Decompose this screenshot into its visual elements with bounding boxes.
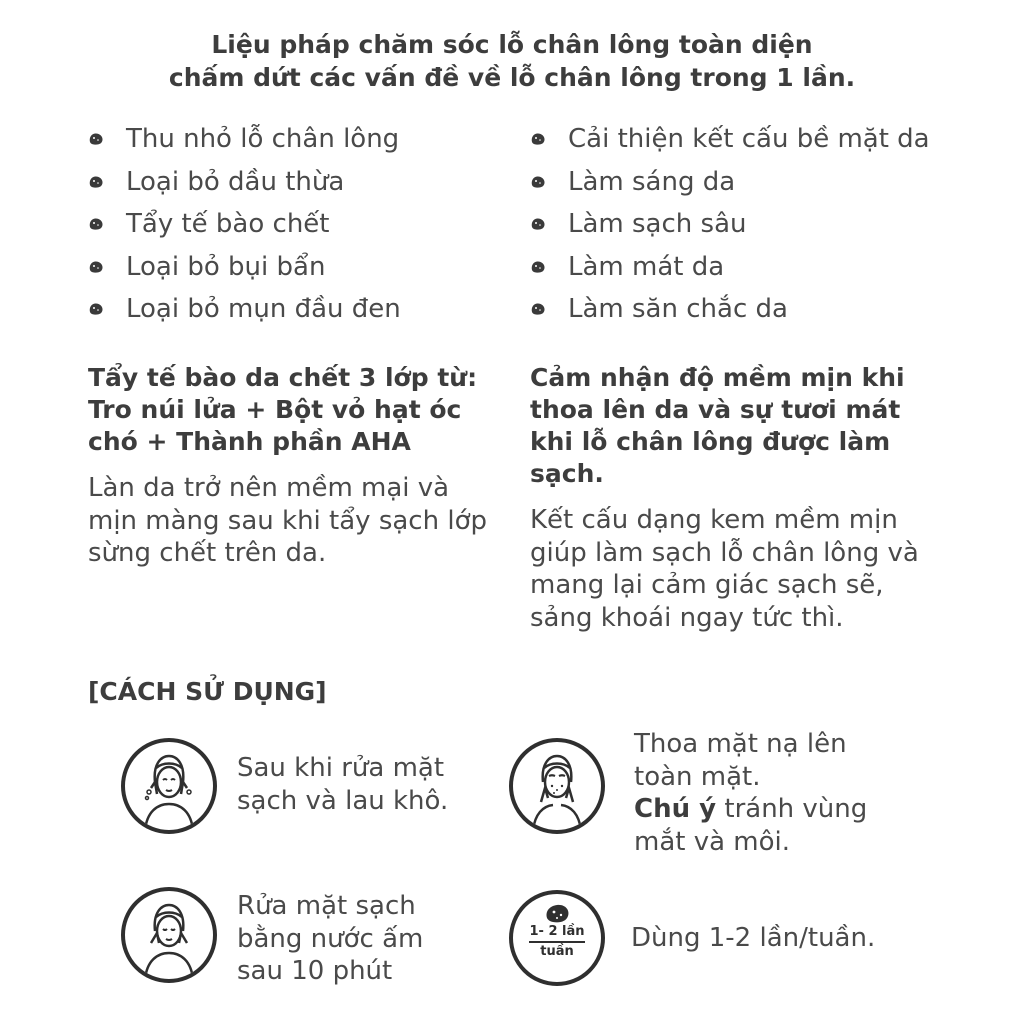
frequency-top: 1- 2 lần xyxy=(529,924,585,939)
blob-bullet-icon xyxy=(530,260,546,274)
feature-title xyxy=(88,362,498,458)
blob-bullet-icon xyxy=(530,132,546,146)
feature-block-texture xyxy=(530,362,940,634)
benefit-item xyxy=(530,161,930,204)
caution-label: Chú ý xyxy=(634,794,717,824)
benefit-label: Làm sạch sâu xyxy=(568,209,747,240)
rinse-face-icon xyxy=(121,887,217,983)
benefit-item xyxy=(530,118,930,161)
feature-desc-line: Làn da trở nên mềm mại và xyxy=(88,473,450,503)
benefit-item xyxy=(530,203,930,246)
blob-bullet-icon xyxy=(530,175,546,189)
benefit-label: Tẩy tế bào chết xyxy=(126,209,330,240)
benefit-label: Loại bỏ bụi bẩn xyxy=(126,251,326,282)
blob-bullet-icon xyxy=(88,217,104,231)
step-1-text xyxy=(237,752,448,817)
benefit-label: Làm mát da xyxy=(568,251,725,282)
feature-desc-line: mang lại cảm giác sạch sẽ, xyxy=(530,570,884,600)
step-line: Rửa mặt sạch xyxy=(237,891,416,921)
apply-mask-icon xyxy=(509,738,605,834)
blob-bullet-icon xyxy=(530,302,546,316)
step-line xyxy=(634,793,867,826)
step-line: toàn mặt. xyxy=(634,761,761,792)
step-3-text xyxy=(237,890,423,988)
feature-title-line: Tẩy tế bào da chết 3 lớp từ: xyxy=(88,363,478,392)
feature-title-line: khi lỗ chân lông được làm xyxy=(530,427,891,456)
feature-title-line: thoa lên da và sự tươi mát xyxy=(530,395,901,424)
benefit-item xyxy=(530,288,930,331)
feature-block-exfoliation xyxy=(88,362,498,570)
benefits-list-right xyxy=(530,118,930,331)
usage-heading: [CÁCH SỬ DỤNG] xyxy=(88,677,327,706)
feature-description xyxy=(530,504,940,634)
benefit-label: Làm sáng da xyxy=(568,166,736,197)
frequency-bottom: tuần xyxy=(540,944,574,959)
blob-bullet-icon xyxy=(88,132,104,146)
feature-title xyxy=(530,362,940,490)
benefit-label: Loại bỏ dầu thừa xyxy=(126,166,345,197)
feature-title-line: Tro núi lửa + Bột vỏ hạt óc xyxy=(88,395,462,424)
step-line: Thoa mặt nạ lên xyxy=(634,729,847,759)
benefit-item xyxy=(88,203,401,246)
feature-title-line: Cảm nhận độ mềm mịn khi xyxy=(530,363,905,392)
benefit-item xyxy=(88,118,401,161)
step-2-text xyxy=(634,728,867,858)
step-line: bằng nước ấm xyxy=(237,923,424,954)
benefit-label: Cải thiện kết cấu bề mặt da xyxy=(568,124,930,155)
blob-bullet-icon xyxy=(88,302,104,316)
blob-bullet-icon xyxy=(88,175,104,189)
blob-bullet-icon xyxy=(530,217,546,231)
benefit-label: Thu nhỏ lỗ chân lông xyxy=(126,124,400,155)
feature-desc-line: Kết cấu dạng kem mềm mịn xyxy=(530,505,898,535)
benefit-item xyxy=(530,246,930,289)
step-line: Sau khi rửa mặt xyxy=(237,753,445,783)
frequency-icon xyxy=(509,890,605,986)
step-line: sau 10 phút xyxy=(237,956,393,986)
title-line-2: chấm dứt các vấn đề về lỗ chân lông trong 1 lần. xyxy=(168,63,856,92)
benefit-label: Làm săn chắc da xyxy=(568,294,788,325)
benefit-item xyxy=(88,161,401,204)
benefit-item xyxy=(88,288,401,331)
frequency-badge xyxy=(513,924,601,960)
benefit-item xyxy=(88,246,401,289)
step-line: mắt và môi. xyxy=(634,826,791,857)
face-washing-icon xyxy=(121,738,217,834)
feature-desc-line: giúp làm sạch lỗ chân lông và xyxy=(530,537,919,568)
caution-text: tránh vùng xyxy=(716,794,868,824)
title-line-1: Liệu pháp chăm sóc lỗ chân lông toàn diện xyxy=(211,30,813,59)
step-4-text: Dùng 1-2 lần/tuần. xyxy=(631,923,876,953)
feature-desc-line: sừng chết trên da. xyxy=(88,538,327,568)
step-line: sạch và lau khô. xyxy=(237,785,449,816)
frequency-divider xyxy=(529,941,585,943)
benefit-label: Loại bỏ mụn đầu đen xyxy=(126,294,401,325)
feature-desc-line: sảng khoái ngay tức thì. xyxy=(530,602,844,633)
feature-title-line: sạch. xyxy=(530,459,604,488)
blob-bullet-icon xyxy=(88,260,104,274)
feature-description xyxy=(88,472,498,570)
feature-desc-line: mịn màng sau khi tẩy sạch lớp xyxy=(88,505,487,536)
feature-title-line: chó + Thành phần AHA xyxy=(88,427,411,456)
page-title xyxy=(0,28,1024,94)
benefits-list-left xyxy=(88,118,401,331)
